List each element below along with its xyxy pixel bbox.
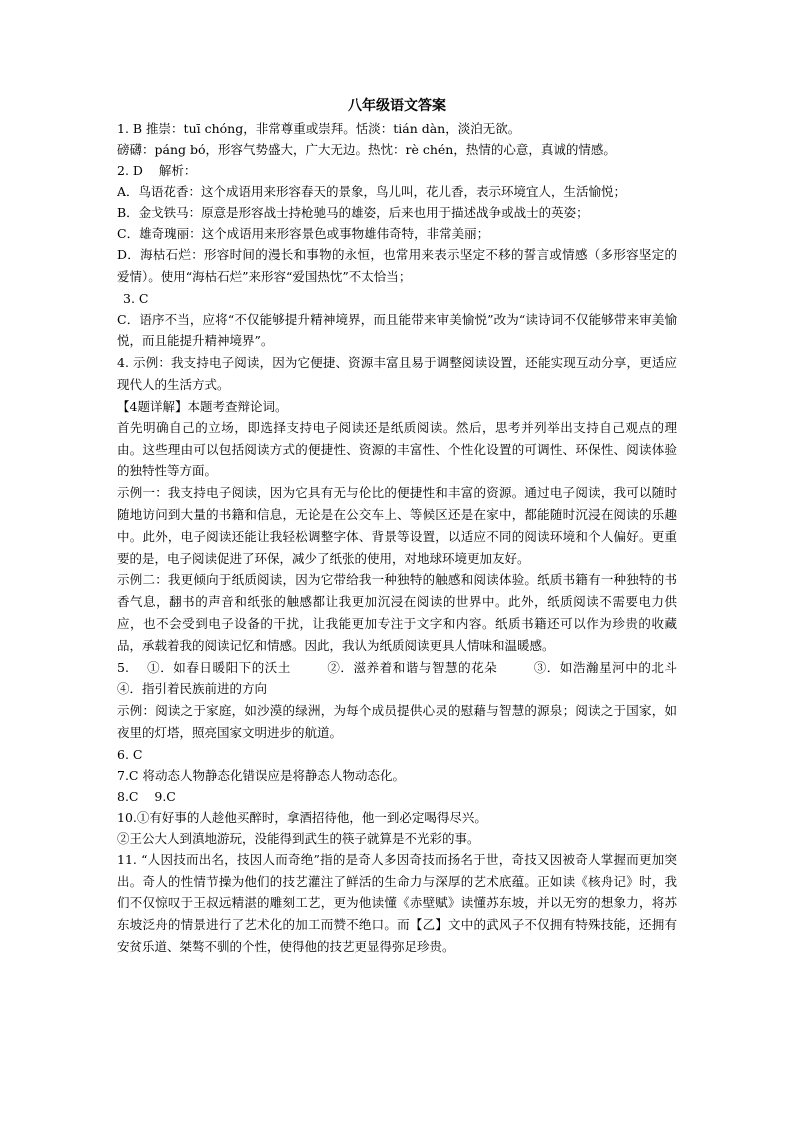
q4-example-two: 示例二：我更倾向于纸质阅读，因为它带给我一种独特的触感和阅读体验。纸质书籍有一种独特的书香气息，翻书的声音和纸张的触感都让我更加沉浸在阅读的世界中。此外，纸质阅读不需要电力供应，也不会受到电子设备的干扰，让我能更加专注于文字和内容。纸质书籍还可以作为珍贵的收藏品，承载着我的阅读记忆和情感。因此，我认为纸质阅读更具人情味和温暖感。 (117, 572, 677, 653)
q3-answer-body: C．语序不当，应将“不仅能够提升精神境界，而且能带来审美愉悦”改为“读诗词不仅能够带来审美愉悦，而且能提升精神境界”。 (117, 311, 677, 349)
q2-answer-head: 2. D 解析： (117, 163, 197, 178)
q2-option-b: B．金戈铁马：原意是形容战士持枪驰马的雄姿，后来也用于描述战争或战士的英姿； (117, 205, 589, 220)
q4-example: 4. 示例：我支持电子阅读，因为它便捷、资源丰富且易于调整阅读设置，还能实现互动分享，更适应现代人的生活方式。 (117, 355, 677, 392)
q5-answer: 5. ①．如春日暖阳下的沃土 ②．滋养着和谐与智慧的花朵 ③．如浩瀚星河中的北斗 ④．指引着民族前进的方向 (117, 659, 709, 697)
q3-answer-head: 3. C (123, 290, 149, 306)
q2-option-a: A．鸟语花香：这个成语用来形容春天的景象，鸟儿叫，花儿香，表示环境宜人，生活愉悦； (117, 184, 627, 199)
q10-answer-line1: 10.①有好事的人趁他买醉时，拿酒招待他，他一到必定喝得尽兴。 (117, 809, 487, 825)
q2-option-d: D．海枯石烂：形容时间的漫长和事物的永恒，也常用来表示坚定不移的誓言或情感（多形容坚定的爱情）。使用“海枯石烂”来形容“爱国热忱”不太恰当； (117, 247, 677, 284)
q10-answer-line2: ②王公大人到滇地游玩，没能得到武生的筷子就算是不光彩的事。 (117, 830, 480, 846)
q2-option-c: C．雄奇瑰丽：这个成语用来形容景色或事物雄伟奇特，非常美丽； (117, 226, 490, 241)
q1-answer-line1: 1. B 推崇：tuī chóng，非常尊重或崇拜。恬淡：tián dàn，淡泊无欲。 (117, 121, 521, 136)
q7-answer: 7.C 将动态人物静态化错误应是将静态人物动态化。 (117, 767, 405, 783)
q4-analysis-head: 【4题详解】本题考查辩论词。 (117, 398, 288, 414)
page-title: 八年级语文答案 (348, 98, 446, 114)
q8-q9-answer: 8.C 9.C (117, 788, 176, 804)
q5-example: 示例：阅读之于家庭，如沙漠的绿洲，为每个成员提供心灵的慰藉与智慧的源泉；阅读之于国家，如夜里的灯塔，照亮国家文明进步的航道。 (117, 703, 677, 740)
q4-example-one: 示例一：我支持电子阅读，因为它具有无与伦比的便捷性和丰富的资源。通过电子阅读，我可以随时随地访问到大量的书籍和信息，无论是在公交车上、等候区还是在家中，都能随时沉浸在阅读的乐趣中。此外，电子阅读还能让我轻松调整字体、背景等设置，以适应不同的阅读环境和个人偏好。更重要的是，电子阅读促进了环保，减少了纸张的使用，对地球环境更加友好。 (117, 485, 677, 566)
answer-document (117, 96, 709, 958)
q4-analysis: 首先明确自己的立场，即选择支持电子阅读还是纸质阅读。然后，思考并列举出支持自己观点的理由。这些理由可以包括阅读方式的便捷性、资源的丰富性、个性化设置的可调性、环保性、阅读体验的独特性等方面。 (117, 419, 677, 479)
q1-answer-line2: 磅礴：páng bó，形容气势盛大，广大无边。热忱：rè chén，热情的心意，真诚的情感。 (117, 142, 616, 157)
q6-answer: 6. C (117, 746, 143, 762)
q11-answer: 11. “人因技而出名，技因人而奇绝”指的是奇人多因奇技而扬名于世，奇技又因被奇人掌握而更加突出。奇人的性情节操为他们的技艺灌注了鲜活的生命力与深厚的艺术底蕴。正如读《核舟记》时，我们不仅惊叹于王叔远精湛的雕刻工艺，更为他读懂《赤壁赋》读懂苏东坡，并以无穷的想象力，将苏东坡泛舟的情景进行了艺术化的加工而赞不绝口。而【乙】文中的武风子不仅拥有特殊技能，还拥有安贫乐道、桀骜不驯的个性，使得他的技艺更显得弥足珍贵。 (117, 851, 677, 954)
